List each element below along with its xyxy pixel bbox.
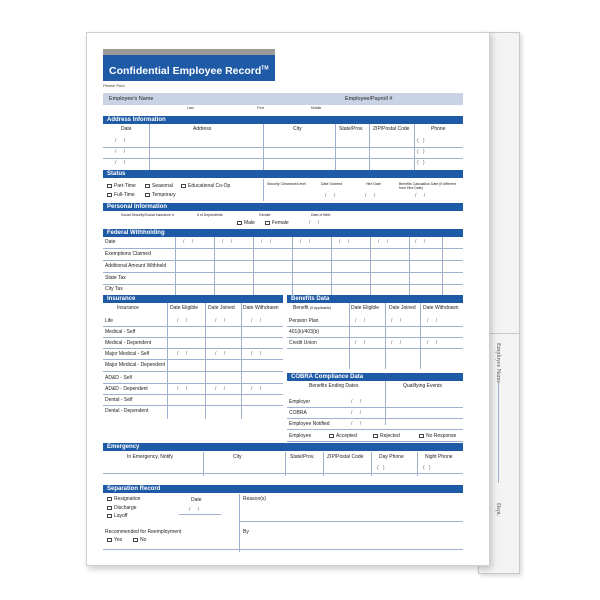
insurance-row-dental-self: Dental - Self <box>105 397 133 403</box>
ssn-label: Social Security/Social Insurance # <box>121 213 174 217</box>
cobra-row-cobra: COBRA <box>289 410 307 416</box>
section-separation: Separation Record <box>103 485 463 493</box>
discharge-checkbox[interactable] <box>107 506 112 510</box>
resignation-checkbox[interactable] <box>107 497 112 501</box>
name-row <box>103 93 463 105</box>
folder-label-name: Employee Name <box>495 343 501 384</box>
reemploy-yes-checkbox[interactable] <box>107 538 112 542</box>
insurance-row-medical-dependent: Medical - Dependent <box>105 340 152 346</box>
female-label: Female <box>272 220 289 226</box>
benefits-col-joined: Date Joined <box>389 305 416 311</box>
part-time-label: Part-Time <box>114 183 136 189</box>
security-clearance-label: Security Clearance/Level <box>267 182 306 186</box>
reemploy-no-label: No <box>140 537 147 543</box>
cobra-row-employer: Employer <box>289 399 311 405</box>
resignation-label: Resignation <box>114 496 141 502</box>
seasonal-label: Seasonal <box>152 183 173 189</box>
insurance-col-eligible: Date Eligible <box>170 305 199 311</box>
form-title: Confidential Employee Record™ <box>103 55 275 81</box>
cobra-col-qualifying: Qualifying Events <box>403 383 442 389</box>
temporary-checkbox[interactable] <box>145 193 150 197</box>
rejected-checkbox[interactable] <box>373 434 378 438</box>
section-federal: Federal Withholding <box>103 229 463 237</box>
dependents-label: # of Dependents <box>197 213 223 217</box>
educational-checkbox[interactable] <box>181 184 186 188</box>
insurance-row-major-dependent: Major Medical - Dependent <box>105 362 166 368</box>
payroll-label: Employee/Payroll # <box>345 96 393 102</box>
emergency-col-day-phone: Day Phone <box>379 454 404 460</box>
seasonal-checkbox[interactable] <box>145 184 150 188</box>
address-col-city: City <box>293 126 302 132</box>
accepted-checkbox[interactable] <box>329 434 334 438</box>
insurance-col-joined: Date Joined <box>208 305 235 311</box>
educational-label: Educational Co-Op <box>188 183 231 189</box>
folder-name-line <box>498 383 499 483</box>
male-checkbox[interactable] <box>237 221 242 225</box>
benefits-col-withdrawn: Date Withdrawn <box>423 305 459 311</box>
insurance-row-major-self: Major Medical - Self <box>105 351 150 357</box>
benefits-row-credit-union: Credit Union <box>289 340 317 346</box>
benefits-col-eligible: Date Eligible <box>351 305 380 311</box>
part-time-checkbox[interactable] <box>107 184 112 188</box>
no-response-label: No Response <box>426 433 457 439</box>
federal-row-exemptions: Exemptions Claimed <box>105 251 151 257</box>
discharge-label: Discharge <box>114 505 137 511</box>
emergency-col-zip: ZIP/Postal Code <box>327 454 364 460</box>
benefits-row-pension: Pension Plan <box>289 318 319 324</box>
federal-row-state: State Tax <box>105 275 126 281</box>
insurance-row-life: Life <box>105 318 114 324</box>
folder-label-dept: Dept. <box>495 503 501 517</box>
no-response-checkbox[interactable] <box>419 434 424 438</box>
benefits-col-benefit: Benefit (If Applicable) <box>293 305 332 311</box>
full-time-label: Full-Time <box>114 192 135 198</box>
male-label: Male <box>244 220 255 226</box>
federal-row-additional: Additional Amount Withheld <box>105 263 167 269</box>
rejected-label: Rejected <box>380 433 400 439</box>
address-col-address: Address <box>193 126 212 132</box>
federal-row-date: Date <box>105 239 116 245</box>
reasons-label: Reason(s) <box>243 496 267 502</box>
emergency-col-notify: In Emergency, Notify <box>127 454 174 460</box>
section-emergency: Emergency <box>103 443 463 451</box>
separation-date-label: Date <box>191 497 202 503</box>
cobra-row-employee: Employee <box>289 433 312 439</box>
reemploy-no-checkbox[interactable] <box>133 538 138 542</box>
insurance-col-insurance: Insurance <box>117 305 139 311</box>
reemploy-yes-label: Yes <box>114 537 123 543</box>
middle-label: Middle <box>311 106 322 110</box>
hire-date-label: Hire Date <box>366 182 381 186</box>
layoff-label: Layoff <box>114 513 128 519</box>
emergency-col-state: State/Prov. <box>290 454 315 460</box>
by-label: By <box>243 529 249 535</box>
address-col-phone: Phone <box>431 126 446 132</box>
gender-label: Gender <box>259 213 271 217</box>
reemployment-label: Recommended for Reemployment <box>105 529 182 535</box>
address-col-state: State/Prov. <box>339 126 364 132</box>
insurance-row-dental-dependent: Dental - Dependent <box>105 408 149 414</box>
section-status: Status <box>103 170 463 178</box>
emergency-col-night-phone: Night Phone <box>425 454 453 460</box>
employee-record-form: Confidential Employee Record™ Please Print Employee's Name Employee/Payroll # Last First Middle Address Information Date Address City State/Prov. ZIP/Postal Code Phone / / / / / / ( ) ( ) ( ) Status Part-Time Seasonal Educational Co-Op Full-Time Temporary Security Clearance/Level Date Granted Hire Date Benefits Calculation Date (if different from Hire Date) / / / / / / Personal Information Social Security/Social Insurance # # of Dependents Gender Date of Birth Male Female / / Federal Withholding Date Exemptions Claimed Additional Amount Withheld State Tax City Tax / / / / / / / / / / / / / / Insurance Insurance Date Eligible Date Joined Date Withdrawn Life Medical - Self Medical - Dependent Major Medical - Self Major Medical - Dependent AD&D - Self AD&D - Dependent Dental - Self Dental - Dependent / / / / / / / / / / / / / / / / / / Benefits Data Benefit (If Applicable) Date Eligible Date Joined Date Withdrawn Pension Plan 401(k)/403(b) Credit Union / / / / / / / / / / / / COBRA Compliance Data Benefits Ending Dates Qualifying Events Employer COBRA Employee Notified Employee / / / / / / Accepted Rejected No Response Emergency In Emergency, Notify City State/Prov. ZIP/Postal Code Day Phone Night Phone ( ) ( ) Separation Record Resignation Discharge Layoff Date / / Reason(s) Recommended for Reemployment Yes No By <box>86 32 490 566</box>
section-benefits: Benefits Data <box>287 295 463 303</box>
date-granted-label: Date Granted <box>321 182 343 186</box>
insurance-col-withdrawn: Date Withdrawn <box>243 305 279 311</box>
female-checkbox[interactable] <box>265 221 270 225</box>
temporary-label: Temporary <box>152 192 176 198</box>
last-label: Last <box>187 106 194 110</box>
cobra-col-ending: Benefits Ending Dates <box>309 383 359 389</box>
emergency-col-city: City <box>233 454 242 460</box>
address-col-zip: ZIP/Postal Code <box>373 126 410 132</box>
section-address: Address Information <box>103 116 463 124</box>
benefits-row-401k: 401(k)/403(b) <box>289 329 320 335</box>
section-personal: Personal Information <box>103 203 463 211</box>
first-label: First <box>257 106 264 110</box>
federal-row-city: City Tax <box>105 286 123 292</box>
insurance-row-medical-self: Medical - Self <box>105 329 136 335</box>
insurance-row-add-self: AD&D - Self <box>105 375 132 381</box>
accepted-label: Accepted <box>336 433 357 439</box>
benefits-calc-date-label: Benefits Calculation Date (if different from Hire Date) <box>399 182 456 190</box>
section-cobra: COBRA Compliance Data <box>287 373 463 381</box>
layoff-checkbox[interactable] <box>107 514 112 518</box>
insurance-row-add-dependent: AD&D - Dependent <box>105 386 148 392</box>
address-col-date: Date <box>121 126 132 132</box>
please-print-note: Please Print <box>103 83 125 88</box>
full-time-checkbox[interactable] <box>107 193 112 197</box>
dob-label: Date of Birth <box>311 213 331 217</box>
section-insurance: Insurance <box>103 295 283 303</box>
employee-name-label: Employee's Name <box>109 96 154 102</box>
cobra-row-notified: Employee Notified <box>289 421 330 427</box>
